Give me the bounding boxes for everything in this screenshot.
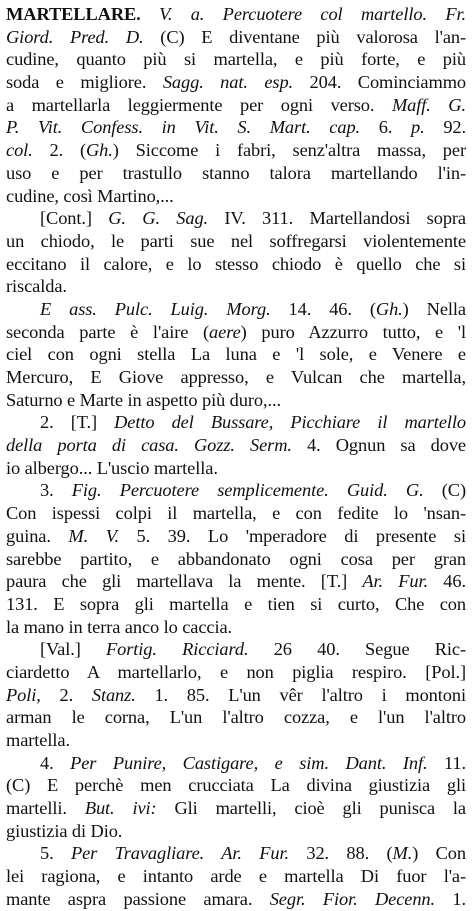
- text-line: [6, 230, 466, 253]
- body-text: arman le corna, L'un l'altro cozza, e l'un l'altro: [6, 707, 466, 728]
- text-line: [6, 298, 466, 321]
- citation-text: Segr. Fior. Decenn.: [269, 888, 436, 909]
- body-text: 1.: [435, 888, 466, 909]
- body-text: cudine, così Martino,...: [6, 185, 174, 206]
- text-line: [6, 888, 466, 911]
- body-text: uso e per trastullo stanno talora martellando l'in-: [6, 162, 466, 183]
- body-text: [Val.]: [40, 639, 106, 660]
- body-text: guina.: [6, 525, 69, 546]
- text-line: [6, 48, 466, 71]
- text-line: [6, 638, 466, 661]
- citation-text: E ass. Pulc. Luig. Morg.: [40, 298, 271, 319]
- body-text: (C): [423, 480, 466, 501]
- body-text: 4. Ognun sa dove: [291, 435, 466, 456]
- body-text: 46.: [428, 571, 466, 592]
- citation-text: M. V.: [68, 525, 119, 546]
- body-text: 2. (: [32, 140, 86, 161]
- text-line: [6, 570, 466, 593]
- citation-text: Gh.: [85, 140, 113, 161]
- text-line: [6, 253, 466, 276]
- text-line: [6, 94, 466, 117]
- body-text: [141, 4, 159, 24]
- body-text: Saturno e Marte in aspetto più duro,...: [6, 389, 281, 410]
- citation-text: col.: [6, 140, 33, 161]
- body-text: 92.: [424, 117, 466, 138]
- citation-text: P. Vit. Confess. in Vit. S. Mart. cap.: [6, 117, 361, 138]
- text-line: [6, 321, 466, 344]
- body-text: ) Siccome i fabri, senz'altra massa, per: [112, 140, 466, 161]
- text-line: [6, 593, 466, 616]
- body-text: sarebbe partito, e abbandonato ogni cosa per gran: [6, 548, 466, 569]
- body-text: (C) E perchè men crucciata La divina giustizia gli: [6, 775, 466, 796]
- citation-text: Poli,: [6, 684, 41, 705]
- citation-text: Sagg. nat. esp.: [162, 72, 294, 93]
- body-text: a martellarla leggiermente per ogni verso.: [6, 94, 392, 115]
- body-text: 3.: [40, 480, 72, 501]
- body-text: 2.: [40, 684, 92, 705]
- body-text: cudine, quanto più si martella, e più forte, e più: [6, 49, 466, 70]
- body-text: ) Nella: [402, 298, 466, 319]
- text-line: [6, 434, 466, 457]
- citation-text: V. a. Percuotere col martello. Fr.: [159, 4, 466, 24]
- text-line: [6, 774, 466, 797]
- body-text: 26 40. Segue Ric-: [248, 639, 466, 660]
- text-line: [6, 842, 466, 865]
- body-text: Gli martelli, cioè gli punisca la: [156, 798, 466, 819]
- text-line: [6, 366, 466, 389]
- text-line: [6, 411, 466, 434]
- text-line: [6, 525, 466, 548]
- headword: MARTELLARE.: [6, 4, 141, 24]
- citation-text: aere: [209, 321, 241, 342]
- body-text: io albergo... L'uscio martella.: [6, 457, 218, 478]
- text-line: [6, 457, 466, 480]
- citation-text: della porta di casa. Gozz. Serm.: [6, 435, 292, 456]
- text-line: [6, 752, 466, 775]
- citation-text: Per Travagliare. Ar. Fur.: [70, 843, 289, 864]
- body-text: 131. E sopra gli martella e tien si curto, Che con: [6, 593, 466, 614]
- body-text: riscalda.: [6, 276, 67, 297]
- body-text: 6.: [360, 117, 412, 138]
- body-text: seconda parte è l'aire (: [6, 321, 210, 342]
- body-text: ciel con ogni stella La luna e 'l sole, e Venere e: [6, 344, 466, 365]
- text-line: [6, 706, 466, 729]
- body-text: lei ragiona, e intanto arde e martella Di fuor l'a-: [6, 866, 466, 887]
- text-line: [6, 3, 466, 26]
- citation-text: Stanz.: [91, 684, 136, 705]
- body-text: IV. 311. Martellandosi sopra: [208, 208, 466, 229]
- text-line: [6, 797, 466, 820]
- text-line: [6, 162, 466, 185]
- body-text: paura che gli martellava la mente. [T.]: [6, 571, 363, 592]
- text-line: [6, 479, 466, 502]
- body-text: mante aspra passione amara.: [6, 888, 270, 909]
- text-line: [6, 207, 466, 230]
- citation-text: Maff. G.: [391, 94, 466, 115]
- body-text: ) Con: [412, 843, 466, 864]
- body-text: soda e migliore.: [6, 72, 163, 93]
- text-line: [6, 71, 466, 94]
- citation-text: Per Punire, Castigare, e sim. Dant. Inf.: [70, 752, 428, 773]
- text-line: [6, 185, 466, 208]
- body-text: martelli.: [6, 798, 85, 819]
- body-text: 11.: [427, 752, 466, 773]
- citation-text: Giord. Pred. D.: [6, 26, 144, 47]
- citation-text: Fig. Percuotere semplicemente. Guid. G.: [71, 480, 424, 501]
- text-line: [6, 343, 466, 366]
- body-text: 2. [T.]: [40, 412, 115, 433]
- text-line: [6, 729, 466, 752]
- citation-text: p.: [411, 117, 425, 138]
- citation-text: M.: [392, 843, 413, 864]
- body-text: ciardetto A martellarlo, e non piglia respiro. [Pol.]: [6, 661, 466, 682]
- text-line: [6, 684, 466, 707]
- body-text: giustizia di Dio.: [6, 820, 123, 841]
- text-line: [6, 26, 466, 49]
- body-text: la mano in terra anco lo caccia.: [6, 616, 233, 637]
- body-text: Mercuro, E Giove appresso, e Vulcan che martella,: [6, 367, 466, 387]
- text-line: [6, 661, 466, 684]
- text-line: [6, 275, 466, 298]
- body-text: 5. 39. Lo 'mperadore di presente si: [118, 525, 466, 546]
- body-text: un chiodo, le parti sue nel soffregarsi violentemente: [6, 230, 466, 251]
- body-text: 1. 85. L'un vêr l'altro i montoni: [135, 684, 466, 705]
- body-text: 32. 88. (: [288, 843, 393, 864]
- citation-text: Gh.: [375, 298, 403, 319]
- body-text: (C) E diventane più valorosa l'an-: [143, 26, 466, 47]
- body-text: eccitano il calore, e lo stesso chiodo è quello che si: [6, 253, 466, 274]
- body-text: [Cont.]: [40, 208, 109, 229]
- body-text: martella.: [6, 730, 70, 750]
- citation-text: Detto del Bussare, Picchiare il martello: [114, 412, 466, 433]
- text-line: [6, 865, 466, 888]
- text-line: [6, 116, 466, 139]
- citation-text: G. G. Sag.: [108, 208, 209, 229]
- body-text: 4.: [40, 752, 71, 773]
- citation-text: Fortig. Ricciard.: [106, 639, 249, 660]
- text-line: [6, 502, 466, 525]
- text-line: [6, 548, 466, 571]
- citation-text: Ar. Fur.: [362, 571, 429, 592]
- body-text: 204. Cominciammo: [293, 72, 466, 93]
- text-line: [6, 820, 466, 843]
- body-text: Con ispessi colpi il martella, e con fedite lo 'nsan-: [6, 503, 466, 524]
- text-line: [6, 389, 466, 412]
- body-text: 14. 46. (: [270, 298, 376, 319]
- text-line: [6, 139, 466, 162]
- citation-text: But. ivi:: [84, 798, 157, 819]
- body-text: ) puro Azzurro tutto, e 'l: [240, 321, 466, 342]
- body-text: 5.: [40, 843, 71, 864]
- text-line: [6, 616, 466, 639]
